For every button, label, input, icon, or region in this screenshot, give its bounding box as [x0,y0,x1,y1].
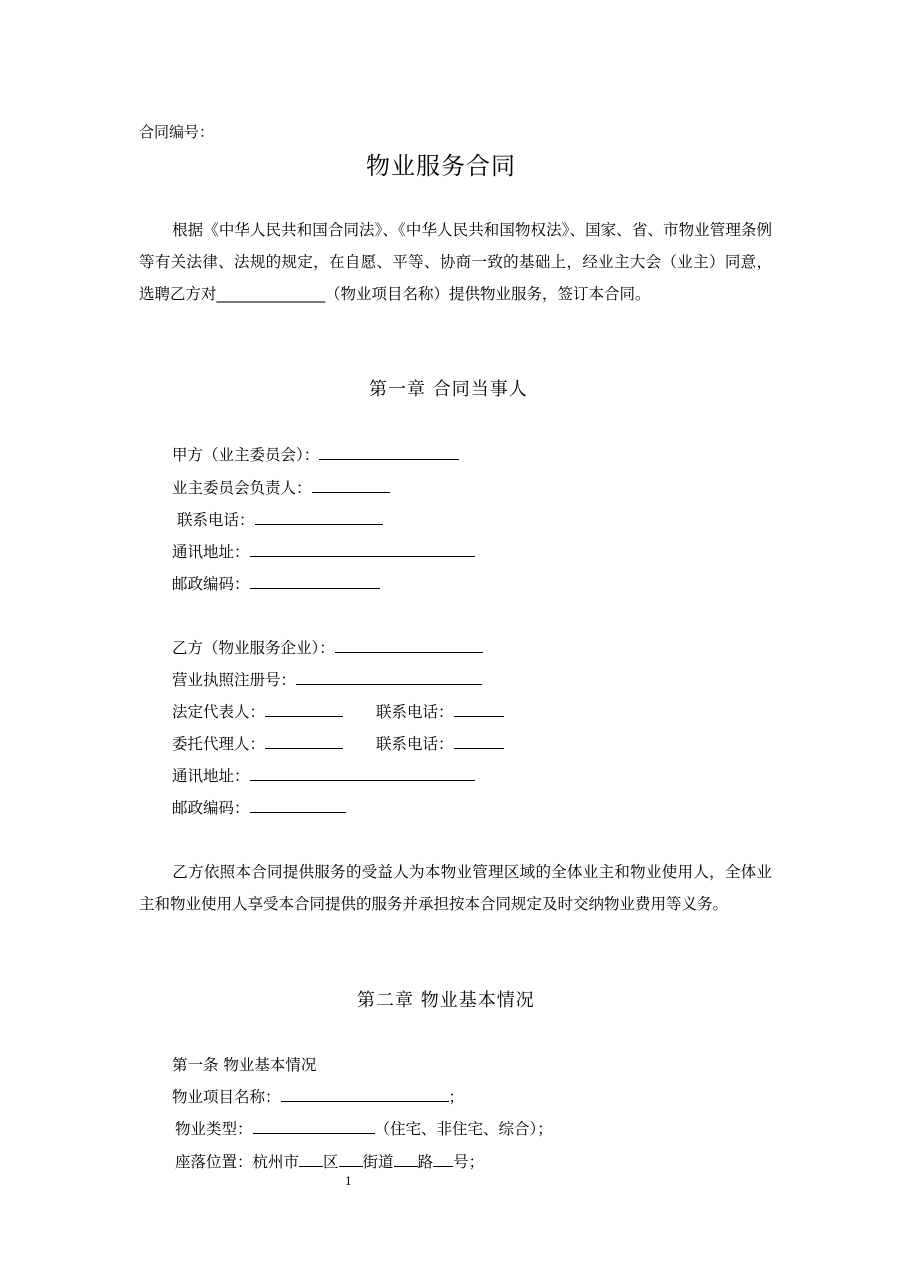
party-a-address-label: 通讯地址： [172,543,250,561]
party-b-postcode-row [172,796,346,818]
party-b-address-label: 通讯地址： [172,767,250,785]
party-a-address-row [172,540,475,562]
party-b-address-row [172,764,475,786]
party-a-postcode-blank[interactable] [250,574,380,589]
document-title: 物业服务合同 [366,152,516,180]
party-a-phone-row [177,508,383,530]
legal-rep-phone-blank[interactable] [454,702,504,717]
party-a-address-blank[interactable] [250,542,475,557]
beneficiary-text: 乙方依照本合同提供服务的受益人为本物业管理区域的全体业主和物业使用人，全体业主和物业使用人享受本合同提供的服务并承担按本合同规定及时交纳物业费用等义务。 [139,863,772,913]
party-b-address-blank[interactable] [250,766,475,781]
business-license-blank[interactable] [296,670,482,685]
party-b-label: 乙方（物业服务企业）： [172,639,335,657]
agent-phone-row [376,732,504,754]
legal-rep-blank[interactable] [265,702,343,717]
legal-rep-label: 法定代表人： [172,703,266,721]
legal-rep-phone-row [376,700,504,722]
business-license-row [172,668,482,690]
party-a-row [172,443,459,465]
district-label: 区 [323,1153,339,1171]
intro-paragraph [139,214,772,310]
party-b-postcode-blank[interactable] [250,798,346,813]
party-a-phone-blank[interactable] [255,510,383,525]
road-label: 路 [417,1153,434,1171]
owners-committee-head-label: 业主委员会负责人： [172,479,312,497]
project-name-label: 物业项目名称： [172,1088,281,1106]
party-a-phone-label: 联系电话： [177,511,255,529]
party-a-postcode-row [172,572,380,594]
road-blank[interactable] [394,1152,418,1167]
party-a-postcode-label: 邮政编码： [172,575,250,593]
legal-rep-row [172,700,343,722]
project-name-row [172,1085,464,1107]
agent-label: 委托代理人： [172,735,266,753]
location-label: 座落位置：杭州市 [175,1153,300,1171]
chapter2-heading: 第二章 物业基本情况 [357,990,535,1011]
legal-rep-phone-label: 联系电话： [376,703,454,721]
property-type-row [175,1117,553,1139]
beneficiary-paragraph [139,856,772,920]
article1-heading: 第一条 物业基本情况 [172,1056,317,1074]
number-blank[interactable] [433,1152,453,1167]
project-name-end: ； [448,1088,465,1106]
party-a-blank[interactable] [319,445,459,460]
agent-row [172,732,343,754]
party-b-row [172,636,483,658]
owners-committee-head-row [172,476,390,498]
owners-committee-head-blank[interactable] [312,478,390,493]
chapter1-heading: 第一章 合同当事人 [369,379,528,400]
party-b-blank[interactable] [335,638,483,653]
contract-number-label: 合同编号： [139,123,215,141]
number-label: 号； [453,1153,485,1171]
business-license-label: 营业执照注册号： [172,671,297,689]
intro-text: 根据《中华人民共和国合同法》、《中华人民共和国物权法》、国家、省、市物业管理条例等有关法律、法规的规定，在自愿、平等、协商一致的基础上，经业主大会（业主）同意，选聘乙方对______________（物业项目名称）提供物业服务，签订本合同。 [139,221,772,303]
agent-phone-blank[interactable] [454,734,504,749]
property-type-blank[interactable] [253,1119,375,1134]
party-a-label: 甲方（业主委员会）： [172,446,320,464]
project-name-blank[interactable] [281,1087,449,1102]
street-blank[interactable] [339,1152,363,1167]
party-b-postcode-label: 邮政编码： [172,799,250,817]
agent-blank[interactable] [265,734,343,749]
agent-phone-label: 联系电话： [376,735,454,753]
street-label: 街道 [362,1153,394,1171]
property-type-options: （住宅、非住宅、综合）； [374,1120,553,1138]
location-row [175,1150,484,1172]
property-type-label: 物业类型： [175,1120,253,1138]
page-number: 1 [345,1173,352,1188]
district-blank[interactable] [299,1152,323,1167]
